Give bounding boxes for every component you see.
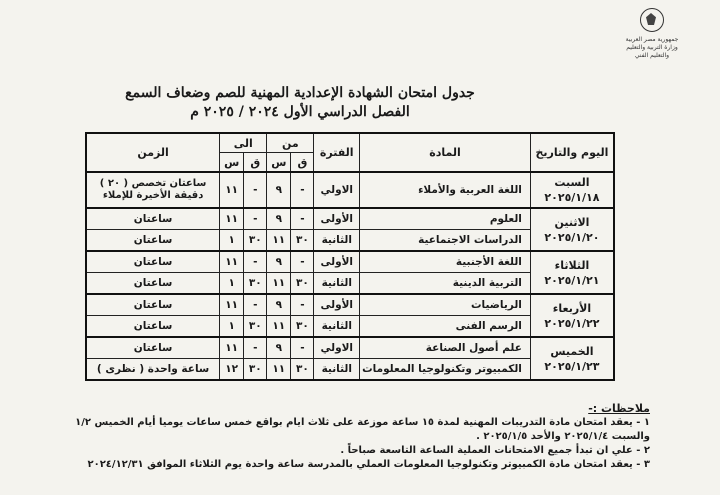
header-to-minutes: ق	[244, 153, 267, 173]
period-cell: الأولى	[314, 208, 360, 230]
to-minutes-cell: -	[244, 251, 267, 273]
subject-cell: اللغة العربية والأملاء	[360, 172, 531, 208]
from-minutes-cell: -	[291, 208, 314, 230]
subject-cell: الكمبيوتر وتكنولوجيا المعلومات	[360, 359, 531, 381]
to-hours-cell: ١١	[220, 208, 244, 230]
subject-cell: علم أصول الصناعة	[360, 337, 531, 359]
period-cell: الاولي	[314, 172, 360, 208]
to-minutes-cell: ٣٠	[244, 316, 267, 338]
ministry-logo	[592, 6, 712, 64]
from-hours-cell: ٩	[267, 172, 291, 208]
day-cell: الثلاثاء ٢٠٢٥/١/٢١	[530, 251, 614, 294]
to-minutes-cell: ٣٠	[244, 230, 267, 252]
logo-line: والتعليم الفني	[634, 52, 670, 59]
duration-cell: ساعتان	[86, 316, 220, 338]
duration-cell: ساعة واحدة ( نظرى )	[86, 359, 220, 381]
to-hours-cell: ١	[220, 273, 244, 295]
table-row	[86, 251, 614, 273]
subject-cell: اللغة الأجنبية	[360, 251, 531, 273]
table-row	[86, 337, 614, 359]
page-title	[40, 84, 560, 122]
subject-cell: الدراسات الاجتماعية	[360, 230, 531, 252]
table-row	[86, 208, 614, 230]
from-hours-cell: ٩	[267, 251, 291, 273]
subject-cell: العلوم	[360, 208, 531, 230]
title-line-2: الفصل الدراسي الأول ٢٠٢٤ / ٢٠٢٥ م	[190, 104, 410, 120]
note-item: ٢ - علي ان تبدأ جميع الامتحانات العملية الساعة التاسعة صباحاً .	[340, 445, 650, 456]
from-hours-cell: ١١	[267, 359, 291, 381]
title-line-1: جدول امتحان الشهادة الإعدادية المهنية للصم وضعاف السمع	[125, 85, 475, 101]
to-minutes-cell: -	[244, 172, 267, 208]
to-hours-cell: ١	[220, 230, 244, 252]
subject-cell: الرسم الفنى	[360, 316, 531, 338]
duration-cell: ساعتان	[86, 251, 220, 273]
duration-cell: ساعتان	[86, 230, 220, 252]
day-cell: الاثنين ٢٠٢٥/١/٢٠	[530, 208, 614, 251]
to-hours-cell: ١	[220, 316, 244, 338]
duration-cell: ساعتان	[86, 273, 220, 295]
to-hours-cell: ١١	[220, 172, 244, 208]
from-hours-cell: ٩	[267, 208, 291, 230]
day-cell: الأربعاء ٢٠٢٥/١/٢٢	[530, 294, 614, 337]
logo-line: جمهورية مصر العربية	[625, 36, 679, 43]
logo-line: وزارة التربية والتعليم	[626, 44, 678, 51]
header-from: من	[267, 133, 314, 153]
to-minutes-cell: -	[244, 208, 267, 230]
table-row	[86, 294, 614, 316]
to-minutes-cell: ٣٠	[244, 273, 267, 295]
from-hours-cell: ٩	[267, 294, 291, 316]
header-to-hours: س	[220, 153, 244, 173]
from-minutes-cell: -	[291, 337, 314, 359]
duration-cell: ساعتان تخصص ( ٢٠ ) دقيقة الأخيرة للإملاء	[86, 172, 220, 208]
notes-section	[30, 402, 650, 472]
from-minutes-cell: -	[291, 294, 314, 316]
from-minutes-cell: ٣٠	[291, 230, 314, 252]
duration-cell: ساعتان	[86, 337, 220, 359]
note-item: ٣ - يعقد امتحان مادة الكمبيوتر وتكنولوجيا المعلومات العملي بالمدرسة ساعة واحدة يوم الثلاثاء الموافق ٢٠٢٤/١٢/٣١	[87, 459, 650, 470]
to-hours-cell: ١١	[220, 337, 244, 359]
period-cell: الثانية	[314, 273, 360, 295]
to-minutes-cell: ٣٠	[244, 359, 267, 381]
to-hours-cell: ١٢	[220, 359, 244, 381]
day-cell: السبت ٢٠٢٥/١/١٨	[530, 172, 614, 208]
from-hours-cell: ٩	[267, 337, 291, 359]
header-day-date: اليوم والتاريخ	[530, 133, 614, 172]
eagle-emblem-icon	[640, 8, 664, 32]
note-item: ١ - يعقد امتحان مادة التدريبات المهنية لمدة ١٥ ساعة موزعة على ثلاث ايام بواقع خمس ساعات يوميا أيام الخميس ١/٢	[75, 417, 650, 428]
header-from-minutes: ق	[291, 153, 314, 173]
subject-cell: التربية الدينية	[360, 273, 531, 295]
to-minutes-cell: -	[244, 294, 267, 316]
from-minutes-cell: -	[291, 172, 314, 208]
table-row	[86, 172, 614, 208]
day-cell: الخميس ٢٠٢٥/١/٢٣	[530, 337, 614, 380]
subject-cell: الرياضيات	[360, 294, 531, 316]
from-minutes-cell: ٣٠	[291, 359, 314, 381]
period-cell: الأولى	[314, 294, 360, 316]
header-duration: الزمن	[86, 133, 220, 172]
from-minutes-cell: ٣٠	[291, 273, 314, 295]
period-cell: الثانية	[314, 230, 360, 252]
exam-schedule-table	[85, 132, 615, 381]
to-minutes-cell: -	[244, 337, 267, 359]
from-minutes-cell: -	[291, 251, 314, 273]
from-hours-cell: ١١	[267, 273, 291, 295]
header-subject: المادة	[360, 133, 531, 172]
note-item: والسبت ٢٠٢٥/١/٤ والأحد ٢٠٢٥/١/٥ .	[476, 431, 650, 442]
period-cell: الاولي	[314, 337, 360, 359]
duration-cell: ساعتان	[86, 208, 220, 230]
period-cell: الأولى	[314, 251, 360, 273]
header-period: الفترة	[314, 133, 360, 172]
from-hours-cell: ١١	[267, 316, 291, 338]
from-minutes-cell: ٣٠	[291, 316, 314, 338]
period-cell: الثانية	[314, 359, 360, 381]
duration-cell: ساعتان	[86, 294, 220, 316]
from-hours-cell: ١١	[267, 230, 291, 252]
header-from-hours: س	[267, 153, 291, 173]
period-cell: الثانية	[314, 316, 360, 338]
header-to: الى	[220, 133, 267, 153]
to-hours-cell: ١١	[220, 294, 244, 316]
notes-heading: ملاحظات :-	[588, 402, 650, 415]
to-hours-cell: ١١	[220, 251, 244, 273]
